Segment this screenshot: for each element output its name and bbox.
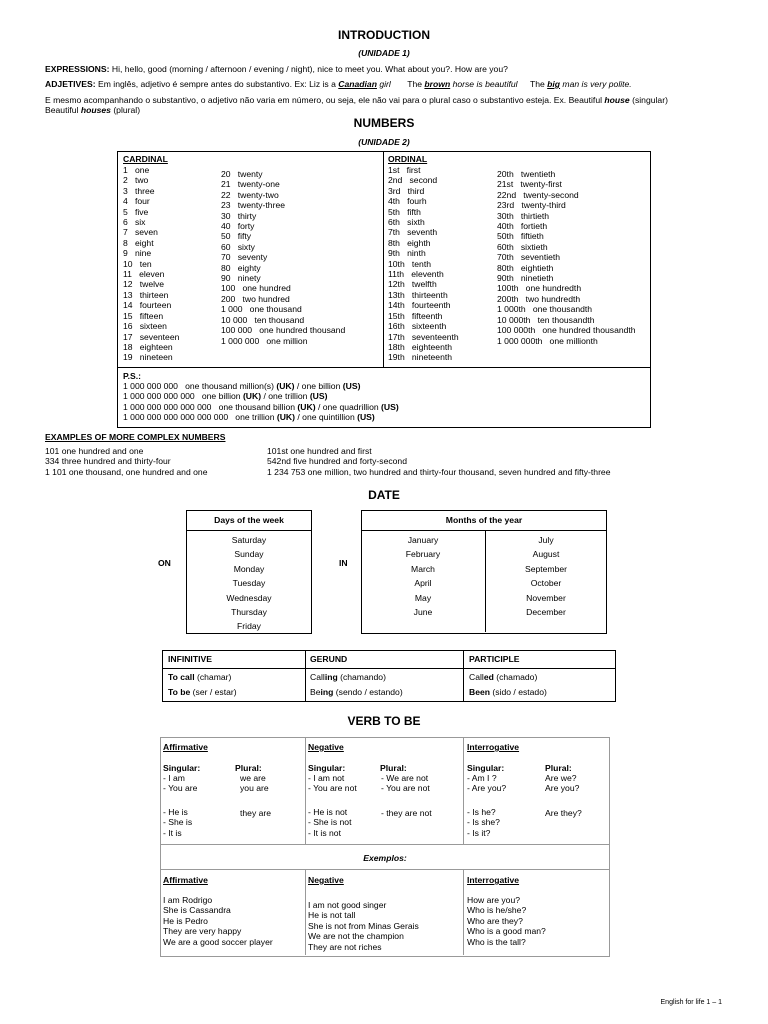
aff-singular-list-a — [163, 773, 197, 794]
month-item: July — [538, 535, 554, 545]
cardinal-item: 40 forty — [221, 221, 255, 232]
adj-ex3-pre: The — [529, 79, 548, 89]
ordinal-item: 90th ninetieth — [497, 273, 554, 284]
aff-plural-they: they are — [240, 808, 272, 818]
vtb-negative-header: Negative — [308, 742, 344, 752]
neg-singular-label: Singular: — [308, 763, 346, 773]
months-list-2 — [486, 533, 606, 619]
neg-plural-label: Plural: — [380, 763, 407, 773]
infinitive-header: INFINITIVE — [168, 654, 212, 664]
ordinal-item: 17th seventeenth — [388, 331, 459, 342]
cardinal-item: 100 000 one hundred thousand — [221, 325, 346, 336]
ordinal-item: 20th twentieth — [497, 169, 556, 179]
month-item: April — [414, 578, 432, 589]
gerund-being — [310, 687, 403, 697]
pronoun-item: - You are not — [308, 783, 357, 794]
ordinal-item: 1st first — [388, 165, 421, 175]
adj-word-canadian: Canadian — [338, 79, 377, 89]
month-item: May — [414, 592, 432, 603]
neg-plural-they: - they are not — [381, 808, 432, 818]
ordinal-item: 23rd twenty-third — [497, 200, 566, 211]
example-sentence: She is not from Minas Gerais — [308, 920, 419, 931]
cardinal-item: 18 eighteen — [123, 341, 173, 352]
ex-affirmative-header: Affirmative — [163, 875, 208, 885]
int-singular-list-a — [467, 773, 506, 794]
example-sentence: I am not good singer — [308, 900, 387, 910]
day-item: Thursday — [231, 607, 267, 618]
ordinal-item: 2nd second — [388, 175, 438, 186]
page-footer: English for life 1 – 1 — [660, 999, 722, 1006]
cardinal-list-1 — [123, 165, 179, 363]
pronoun-item: - It is not — [308, 827, 341, 838]
ordinal-item: 18th eighteenth — [388, 341, 453, 352]
cardinal-item: 6 six — [123, 217, 146, 228]
months-header-divider — [361, 530, 607, 531]
vtb-divider-3 — [305, 869, 306, 955]
month-item: December — [526, 607, 566, 618]
cardinal-item: 20 twenty — [221, 169, 263, 179]
ordinal-item: 40th fortieth — [497, 221, 548, 232]
ps-text: 1 000 000 000 000 000 one thousand billion — [123, 401, 298, 412]
cardinal-item: 70 seventy — [221, 252, 268, 263]
verb-forms-divider-1 — [305, 650, 306, 702]
day-item: Tuesday — [232, 578, 266, 589]
ps-region-tag: (UK) — [276, 412, 295, 423]
vtb-hdivider-1 — [161, 844, 609, 845]
ordinal-item: 10 000th ten thousandth — [497, 314, 595, 325]
expressions-label: EXPRESSIONS: — [45, 64, 110, 74]
numbers-title: NUMBERS — [353, 116, 415, 130]
cardinal-item: 16 sixteen — [123, 321, 167, 332]
ex-negative-list — [308, 900, 419, 952]
ps-region-tag: (UK) — [242, 391, 262, 402]
ordinal-header: ORDINAL — [388, 154, 428, 164]
plural-note-house: house — [604, 95, 630, 105]
in-label: IN — [339, 558, 348, 568]
cardinal-item: 21 twenty-one — [221, 179, 280, 190]
ps-line — [123, 381, 399, 391]
gerund-calling-stem: Call — [310, 672, 325, 682]
pronoun-item: - He is — [163, 807, 188, 817]
day-item: Sunday — [234, 549, 264, 560]
ordinal-item: 21st twenty-first — [497, 179, 562, 190]
ordinal-item: 5th fifth — [388, 206, 421, 217]
gerund-being-stem: Be — [310, 687, 321, 697]
complex-left-list — [45, 446, 207, 477]
pronoun-item: - She is not — [308, 817, 352, 828]
day-item: Saturday — [231, 535, 267, 545]
pronoun-item: Are we? — [545, 773, 577, 783]
ordinal-item: 11th eleventh — [388, 269, 444, 280]
pronoun-item: - I am not — [308, 773, 345, 783]
cardinal-item: 11 eleven — [123, 269, 165, 280]
ordinal-item: 60th sixtieth — [497, 241, 548, 252]
ps-line — [123, 412, 399, 422]
ps-text: 1 000 000 000 000 one billion — [123, 391, 243, 402]
adj-word-brown: brown — [424, 79, 451, 89]
gerund-being-suffix: ing — [320, 687, 334, 697]
ordinal-item: 8th eighth — [388, 237, 431, 248]
int-plural-label: Plural: — [545, 763, 572, 773]
cardinal-item: 22 twenty-two — [221, 189, 279, 200]
intro-title: INTRODUCTION — [338, 28, 430, 42]
pronoun-item: - I am — [163, 773, 185, 783]
complex-number-item: 101 one hundred and one — [45, 446, 144, 456]
adj-word-big: big — [547, 79, 561, 89]
adj-ex2-post: horse is beautiful — [450, 79, 518, 89]
gerund-calling-translation: (chamando) — [337, 672, 386, 682]
ps-text: / one quintillion — [295, 412, 358, 423]
complex-header: EXAMPLES OF MORE COMPLEX NUMBERS — [45, 432, 226, 442]
cardinal-item: 30 thirty — [221, 210, 257, 221]
cardinal-item: 1 000 000 one million — [221, 335, 308, 346]
plural-note-beautiful: Beautiful — [45, 105, 81, 115]
pronoun-item: you are — [240, 783, 269, 794]
intro-subtitle: (UNIDADE 1) — [358, 48, 410, 58]
ps-line — [123, 391, 399, 401]
cardinal-header: CARDINAL — [123, 154, 168, 164]
ordinal-item: 50th fiftieth — [497, 231, 544, 242]
day-item: Friday — [237, 621, 261, 632]
ordinal-item: 12th twelfth — [388, 279, 437, 290]
example-sentence: They are very happy — [163, 926, 242, 937]
int-plural-list-a — [545, 773, 579, 794]
ordinal-item: 6th sixth — [388, 217, 425, 228]
ps-region-tag: (UK) — [276, 381, 295, 391]
complex-right-list — [267, 446, 611, 477]
gerund-calling — [310, 672, 386, 682]
pronoun-item: - You are not — [381, 783, 430, 794]
ordinal-item: 14th fourteenth — [388, 300, 451, 311]
ps-region-tag: (UK) — [297, 401, 316, 412]
cardinal-item: 14 fourteen — [123, 300, 172, 311]
cardinal-item: 4 four — [123, 196, 150, 207]
ps-text: 1 000 000 000 000 000 000 one trillion — [123, 412, 277, 423]
aff-singular-label: Singular: — [163, 763, 201, 773]
vtb-divider-2 — [463, 738, 464, 844]
pronoun-item: - It is — [163, 827, 182, 838]
gerund-calling-suffix: ing — [324, 672, 338, 682]
cardinal-item: 23 twenty-three — [221, 200, 286, 211]
ordinal-item: 16th sixteenth — [388, 321, 447, 332]
neg-plural-list-a — [381, 773, 430, 794]
cardinal-item: 80 eighty — [221, 262, 261, 273]
example-sentence: He is not tall — [308, 910, 356, 921]
numbers-divider — [383, 151, 384, 367]
example-sentence: Who are they? — [467, 915, 523, 926]
ordinal-item: 9th ninth — [388, 248, 426, 259]
ps-text: 1 000 000 000 one thousand million(s) — [123, 381, 277, 391]
cardinal-item: 50 fifty — [221, 231, 252, 242]
ex-interrogative-header: Interrogative — [467, 875, 520, 885]
example-sentence: Who is the tall? — [467, 936, 526, 947]
month-item: October — [530, 578, 562, 589]
infinitive-call — [168, 672, 231, 682]
infinitive-be — [168, 687, 237, 697]
example-sentence: How are you? — [467, 895, 521, 905]
verb-to-be-title: VERB TO BE — [347, 714, 421, 728]
days-header: Days of the week — [214, 515, 284, 525]
infinitive-be-verb: To be — [168, 687, 191, 697]
cardinal-item: 2 two — [123, 175, 149, 186]
cardinal-item: 1 000 one thousand — [221, 304, 302, 315]
ordinal-item: 100 000th one hundred thousandth — [497, 325, 636, 336]
example-sentence: They are not riches — [308, 941, 382, 952]
aff-plural-list-a — [240, 773, 269, 794]
participle-called-suffix: ed — [483, 672, 494, 682]
ps-text: / one trillion — [261, 391, 310, 402]
ex-interrogative-list — [467, 895, 546, 947]
verb-forms-header-divider — [162, 668, 616, 669]
month-item: August — [532, 549, 560, 560]
ordinal-item: 7th seventh — [388, 227, 438, 238]
plural-note-line2 — [45, 105, 140, 115]
pronoun-item: - Am I ? — [467, 773, 497, 783]
participle-been — [469, 687, 547, 697]
pronoun-item: - Is it? — [467, 827, 491, 838]
days-header-divider — [186, 530, 312, 531]
gerund-being-translation: (sendo / estando) — [333, 687, 403, 697]
adj-word-girl: girl — [376, 79, 391, 89]
cardinal-list-2 — [221, 169, 345, 346]
pronoun-item: - Is he? — [467, 807, 496, 817]
cardinal-item: 10 000 ten thousand — [221, 314, 305, 325]
neg-singular-list-b — [308, 807, 351, 838]
pronoun-item: - You are — [163, 783, 198, 794]
ordinal-list-2 — [497, 169, 636, 346]
ordinal-item: 70th seventieth — [497, 252, 561, 263]
ps-region-tag: (US) — [342, 381, 361, 391]
vtb-divider-1 — [305, 738, 306, 844]
ordinal-list-1 — [388, 165, 459, 363]
ps-label: P.S.: — [123, 371, 141, 381]
vtb-divider-4 — [463, 869, 464, 955]
ordinal-item: 1 000th one thousandth — [497, 304, 593, 315]
pronoun-item: - Are you? — [467, 783, 507, 794]
complex-number-item: 334 three hundred and thirty-four — [45, 456, 171, 467]
ps-region-tag: (US) — [357, 412, 375, 423]
participle-been-translation: (sido / estado) — [490, 687, 547, 697]
pronoun-item: - He is not — [308, 807, 348, 817]
months-header: Months of the year — [445, 515, 523, 525]
int-singular-list-b — [467, 807, 500, 838]
cardinal-item: 5 five — [123, 206, 149, 217]
date-title: DATE — [368, 488, 400, 502]
vtb-hdivider-2 — [161, 869, 609, 870]
ps-text: / one quadrillion — [315, 401, 382, 412]
example-sentence: She is Cassandra — [163, 905, 231, 916]
example-sentence: I am Rodrigo — [163, 895, 213, 905]
plural-note-singular: (singular) — [629, 95, 668, 105]
ordinal-item: 30th thirtieth — [497, 210, 550, 221]
adj-ex3-post: man is very polite. — [560, 79, 632, 89]
cardinal-item: 3 three — [123, 185, 155, 196]
example-sentence: We are not the champion — [308, 931, 404, 942]
cardinal-item: 17 seventeen — [123, 331, 180, 342]
plural-note-plural: (plural) — [110, 105, 141, 115]
example-sentence: He is Pedro — [163, 915, 208, 926]
ordinal-item: 80th eightieth — [497, 262, 554, 273]
gerund-header: GERUND — [310, 654, 348, 664]
participle-header: PARTICIPLE — [469, 654, 520, 664]
month-item: February — [405, 549, 441, 560]
cardinal-item: 9 nine — [123, 248, 152, 259]
pronoun-item: - We are not — [381, 773, 429, 783]
cardinal-item: 200 two hundred — [221, 293, 290, 304]
day-item: Wednesday — [226, 592, 272, 603]
ps-region-tag: (US) — [381, 401, 399, 412]
example-sentence: Who is he/she? — [467, 905, 527, 916]
verb-forms-divider-2 — [463, 650, 464, 702]
example-sentence: We are a good soccer player — [163, 936, 273, 947]
plural-note-houses: houses — [80, 105, 111, 115]
complex-number-item: 1 234 753 one million, two hundred and thirty-four thousand, seven hundred and fifty-three — [267, 466, 611, 477]
infinitive-be-translation: (ser / estar) — [190, 687, 237, 697]
participle-called — [469, 672, 537, 682]
adjetives-text: Em inglês, adjetivo é sempre antes do substantivo. Ex: Liz is a — [95, 79, 339, 89]
pronoun-item: - She is — [163, 817, 193, 828]
months-list-1 — [361, 533, 485, 619]
ordinal-item: 10th tenth — [388, 258, 432, 269]
adj-ex2-pre: The — [407, 79, 425, 89]
expressions-line — [45, 64, 508, 74]
participle-called-stem: Call — [469, 672, 484, 682]
ordinal-item: 13th thirteenth — [388, 289, 448, 300]
cardinal-item: 8 eight — [123, 237, 154, 248]
cardinal-item: 60 sixty — [221, 241, 255, 252]
month-item: March — [411, 563, 435, 574]
on-label: ON — [158, 558, 171, 568]
complex-number-item: 1 101 one thousand, one hundred and one — [45, 466, 208, 477]
cardinal-item: 12 twelve — [123, 279, 165, 290]
ordinal-item: 4th fourh — [388, 196, 427, 207]
pronoun-item: we are — [240, 773, 266, 783]
examples-label: Exemplos: — [363, 853, 407, 863]
ordinal-item: 19th nineteenth — [388, 352, 453, 363]
month-item: November — [526, 592, 566, 603]
ex-affirmative-list — [163, 895, 273, 947]
cardinal-item: 100 one hundred — [221, 283, 291, 294]
cardinal-item: 15 fifteen — [123, 310, 164, 321]
int-plural-they: Are they? — [545, 808, 582, 818]
aff-singular-list-b — [163, 807, 192, 838]
plural-note-text: E mesmo acompanhando o substantivo, o adjetivo não varia em número, ou seja, ele não vai para o plural caso o substantivo esteja. Ex. Beautiful — [45, 95, 605, 105]
days-list — [186, 533, 312, 634]
complex-number-item: 101st one hundred and first — [267, 446, 372, 456]
adjetives-line — [45, 79, 632, 89]
ps-region-tag: (US) — [309, 391, 328, 402]
cardinal-item: 19 nineteen — [123, 352, 173, 363]
participle-called-translation: (chamado) — [493, 672, 538, 682]
month-item: January — [407, 535, 439, 545]
cardinal-item: 13 thirteen — [123, 289, 169, 300]
adjetives-label: ADJETIVES: — [45, 79, 96, 89]
numbers-subtitle: (UNIDADE 2) — [358, 137, 410, 147]
pronoun-item: - Is she? — [467, 817, 500, 828]
neg-singular-list-a — [308, 773, 357, 794]
cardinal-item: 7 seven — [123, 227, 158, 238]
cardinal-item: 10 ten — [123, 258, 152, 269]
pronoun-item: Are you? — [545, 783, 580, 794]
participle-been-verb: Been — [469, 687, 491, 697]
ordinal-item: 22nd twenty-second — [497, 189, 579, 200]
ps-list — [123, 381, 399, 423]
aff-plural-label: Plural: — [235, 763, 262, 773]
day-item: Monday — [233, 563, 265, 574]
ps-text: / one billion — [294, 381, 343, 391]
ps-divider — [117, 367, 651, 368]
month-item: June — [413, 607, 433, 618]
month-item: September — [524, 563, 568, 574]
infinitive-call-verb: To call — [168, 672, 195, 682]
ordinal-item: 3rd third — [388, 185, 425, 196]
infinitive-call-translation: (chamar) — [194, 672, 232, 682]
ex-negative-header: Negative — [308, 875, 344, 885]
cardinal-item: 90 ninety — [221, 273, 261, 284]
complex-number-item: 542nd five hundred and forty-second — [267, 456, 407, 467]
vtb-interrogative-header: Interrogative — [467, 742, 520, 752]
example-sentence: Who is a good man? — [467, 926, 546, 937]
plural-note-line1 — [45, 95, 668, 105]
expressions-text: Hi, hello, good (morning / afternoon / evening / night), nice to meet you. What about you?. How are you? — [109, 64, 508, 74]
ordinal-item: 200th two hundredth — [497, 293, 581, 304]
ordinal-item: 15th fifteenth — [388, 310, 443, 321]
cardinal-item: 1 one — [123, 165, 150, 175]
ps-line — [123, 402, 399, 412]
int-singular-label: Singular: — [467, 763, 505, 773]
ordinal-item: 1 000 000th one millionth — [497, 335, 598, 346]
vtb-affirmative-header: Affirmative — [163, 742, 208, 752]
ordinal-item: 100th one hundredth — [497, 283, 582, 294]
